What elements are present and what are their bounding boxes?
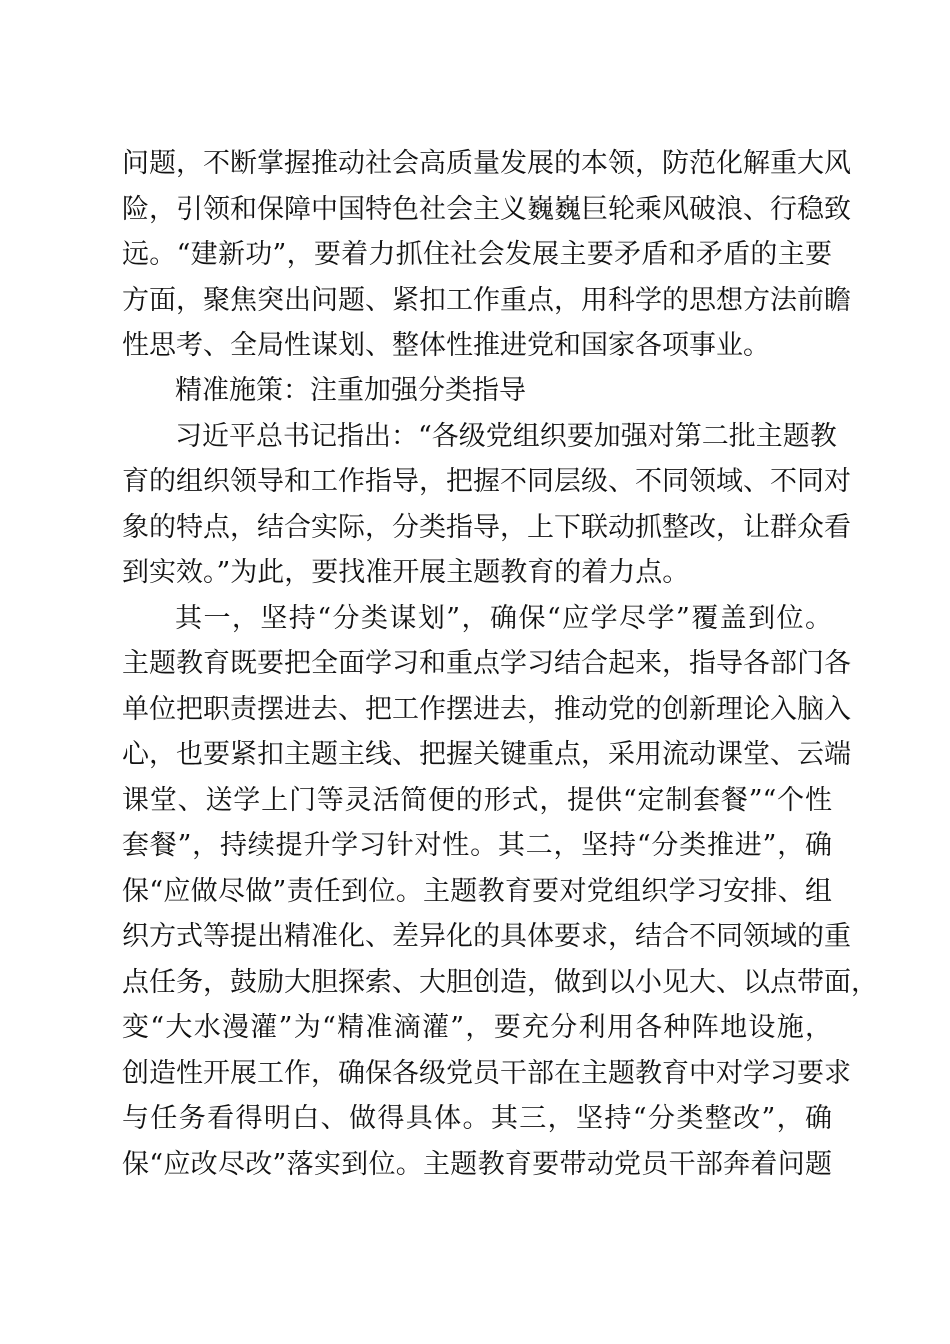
text-line: 保“应改尽改”落实到位。主题教育要带动党员干部奔着问题 (122, 1149, 832, 1180)
text-line: 点任务，鼓励大胆探索、大胆创造，做到以小见大、以点带面， (122, 967, 878, 998)
text-line: 主题教育既要把全面学习和重点学习结合起来，指导各部门各 (122, 648, 851, 679)
text-line: 险，引领和保障中国特色社会主义巍巍巨轮乘风破浪、行稳致 (122, 194, 851, 225)
text-line: 保“应做尽做”责任到位。主题教育要对党组织学习安排、组 (122, 876, 832, 907)
text-line: 与任务看得明白、做得具体。其三，坚持“分类整改”，确 (122, 1103, 832, 1134)
text-line: 单位把职责摆进去、把工作摆进去，推动党的创新理论入脑入 (122, 694, 851, 725)
text-line: 其一，坚持“分类谋划”，确保“应学尽学”覆盖到位。 (175, 603, 832, 634)
text-line: 到实效。”为此，要找准开展主题教育的着力点。 (122, 557, 690, 588)
text-line: 问题，不断掌握推动社会高质量发展的本领，防范化解重大风 (122, 148, 851, 179)
text-line: 象的特点，结合实际，分类指导，上下联动抓整改，让群众看 (122, 512, 851, 543)
text-line: 方面，聚焦突出问题、紧扣工作重点，用科学的思想方法前瞻 (122, 285, 851, 316)
text-line: 套餐”，持续提升学习针对性。其二，坚持“分类推进”，确 (122, 830, 832, 861)
text-line: 创造性开展工作，确保各级党员干部在主题教育中对学习要求 (122, 1058, 851, 1089)
text-line: 育的组织领导和工作指导，把握不同层级、不同领域、不同对 (122, 466, 851, 497)
text-line: 性思考、全局性谋划、整体性推进党和国家各项事业。 (122, 330, 770, 361)
text-line: 远。“建新功”，要着力抓住社会发展主要矛盾和矛盾的主要 (122, 239, 832, 270)
text-line: 织方式等提出精准化、差异化的具体要求，结合不同领域的重 (122, 921, 851, 952)
text-line: 课堂、送学上门等灵活简便的形式，提供“定制套餐”“个性 (122, 785, 832, 816)
section-heading: 精准施策：注重加强分类指导 (175, 375, 526, 406)
text-line: 变“大水漫灌”为“精准滴灌”，要充分利用各种阵地设施， (122, 1012, 832, 1043)
text-line: 心，也要紧扣主题主线、把握关键重点，采用流动课堂、云端 (122, 739, 851, 770)
text-line: 习近平总书记指出：“各级党组织要加强对第二批主题教 (175, 421, 837, 452)
